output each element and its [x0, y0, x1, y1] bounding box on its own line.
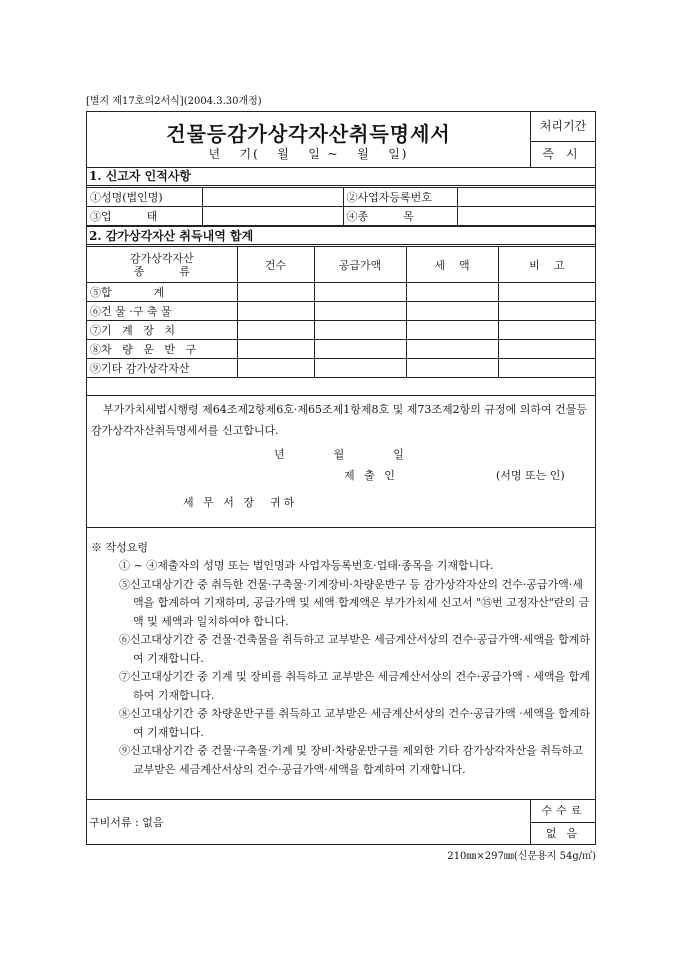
column-header-count: 건수 — [237, 247, 314, 283]
paper-size-note: 210㎜×297㎜(신문용지 54g/㎡) — [447, 851, 596, 862]
business-item-field[interactable] — [457, 207, 595, 226]
list-item: ⑤신고대상기간 중 취득한 건물·구축물·기계장비·차량운반구 등 감가상각자산의 건수·공급가액·세액을 합계하여 기재하며, 공급가액 및 세액 합계액은 부가가치세 신고서 "⑮번 고정자산"란의 금액 및 세액과 일치하여야 합니다. — [119, 577, 590, 628]
list-item: ⑨신고대상기간 중 건물·구축물·기계 및 장비·차량운반구를 제외한 기타 감가상각자산을 취득하고 교부받은 세금계산서상의 건수·공급가액·세액을 합계하여 기재합니다. — [119, 744, 583, 776]
row-label-vehicles: ⑧차 량 운 반 구 — [87, 340, 237, 359]
row-label-machinery: ⑦기 계 장 치 — [87, 321, 237, 340]
title-block — [87, 112, 531, 167]
column-header-note: 비 고 — [498, 247, 595, 283]
total-tax-cell[interactable] — [406, 283, 498, 302]
row-label-buildings: ⑥건 물 ·구 축 물 — [87, 302, 237, 321]
buildings-tax-cell[interactable] — [406, 302, 498, 321]
column-header-tax: 세 액 — [406, 247, 498, 283]
form-number: [별지 제17호의2서식](2004.3.30개정) — [86, 96, 262, 107]
list-item: ① ~ ④제출자의 성명 또는 법인명과 사업자등록번호·업태·종목을 기재합니다. — [119, 559, 494, 572]
row-label-total: ⑤합 계 — [87, 283, 237, 302]
buildings-count-cell[interactable] — [237, 302, 314, 321]
vehicles-tax-cell[interactable] — [406, 340, 498, 359]
table-row — [87, 340, 595, 359]
instructions-list — [119, 557, 593, 779]
vehicles-note-cell[interactable] — [498, 340, 595, 359]
fee-label: 수수료 — [531, 800, 596, 823]
section1-heading: 1. 신고자 인적사항 — [87, 167, 595, 186]
buildings-note-cell[interactable] — [498, 302, 595, 321]
column-header-asset-type — [87, 247, 237, 283]
name-label: ①성명(법인명) — [87, 188, 202, 207]
declaration-block — [87, 395, 595, 528]
business-number-label: ②사업자등록번호 — [343, 188, 457, 207]
total-note-cell[interactable] — [498, 283, 595, 302]
table-header-row — [87, 247, 595, 283]
buildings-supply-cell[interactable] — [314, 302, 406, 321]
fee-box — [530, 800, 596, 844]
business-number-field[interactable] — [457, 188, 595, 207]
list-item: ⑦신고대상기간 중 기계 및 장비를 취득하고 교부받은 세금계산서상의 건수·공급가액 · 세액을 합계하여 기재합니다. — [119, 670, 590, 702]
business-item-label: ④종 목 — [343, 207, 457, 226]
instructions-block — [87, 528, 595, 800]
table-row — [87, 207, 595, 226]
list-item: ⑧신고대상기간 중 차량운반구를 취득하고 교부받은 세금계산서상의 건수·공급가액 ·세액을 합계하여 기재합니다. — [119, 707, 591, 739]
list-item: ⑥신고대상기간 중 건물·건축물을 취득하고 교부받은 세금계산서상의 건수·공급가액·세액을 합계하여 기재합니다. — [119, 633, 591, 665]
business-type-field[interactable] — [202, 207, 343, 226]
machinery-supply-cell[interactable] — [314, 321, 406, 340]
machinery-tax-cell[interactable] — [406, 321, 498, 340]
other-tax-cell[interactable] — [406, 359, 498, 378]
business-type-label: ③업 태 — [87, 207, 202, 226]
table-row — [87, 283, 595, 302]
column-header-supply: 공급가액 — [314, 247, 406, 283]
total-count-cell[interactable] — [237, 283, 314, 302]
other-note-cell[interactable] — [498, 359, 595, 378]
machinery-count-cell[interactable] — [237, 321, 314, 340]
vehicles-count-cell[interactable] — [237, 340, 314, 359]
other-supply-cell[interactable] — [314, 359, 406, 378]
section2-heading: 2. 감가상각자산 취득내역 합계 — [87, 226, 595, 245]
table-row — [87, 188, 595, 207]
total-supply-cell[interactable] — [314, 283, 406, 302]
asset-type-line1: 감가상각자산 — [129, 251, 194, 265]
declaration-text: 부가가치세법시행령 제64조제2항제6호·제65조제1항제8호 및 제73조제2항의 규정에 의하여 건물등감가상각자산취득명세서를 신고합니다. — [91, 403, 587, 437]
form-sheet — [86, 111, 596, 845]
required-documents: 구비서류 : 없음 — [89, 816, 164, 829]
page-title: 건물등감가상각자산취득명세서 — [166, 122, 451, 146]
acquisition-summary-table — [87, 246, 595, 378]
signature-label: (서명 또는 인) — [496, 469, 565, 482]
asset-type-line2: 종 류 — [133, 264, 190, 278]
machinery-note-cell[interactable] — [498, 321, 595, 340]
name-field[interactable] — [202, 188, 343, 207]
period-line: 년 기( 월 일 ~ 월 일) — [208, 147, 409, 161]
title-row — [87, 112, 595, 168]
table-row — [87, 302, 595, 321]
submitter-label: 제 출 인 — [344, 469, 398, 482]
applicant-info-table — [87, 187, 595, 226]
processing-period — [531, 112, 595, 167]
declaration-date[interactable]: 년 월 일 — [274, 448, 408, 461]
other-count-cell[interactable] — [237, 359, 314, 378]
processing-label: 처리기간 — [531, 112, 595, 142]
instructions-title: ※ 작성요령 — [91, 541, 149, 554]
footer-row — [87, 800, 595, 844]
row-label-other-assets: ⑨기타 감가상각자산 — [87, 359, 237, 378]
table-row — [87, 359, 595, 378]
fee-value: 없음 — [545, 827, 588, 840]
table-row — [87, 321, 595, 340]
vehicles-supply-cell[interactable] — [314, 340, 406, 359]
addressee: 세 무 서 장 귀하 — [183, 496, 298, 509]
processing-value: 즉시 — [542, 147, 590, 161]
